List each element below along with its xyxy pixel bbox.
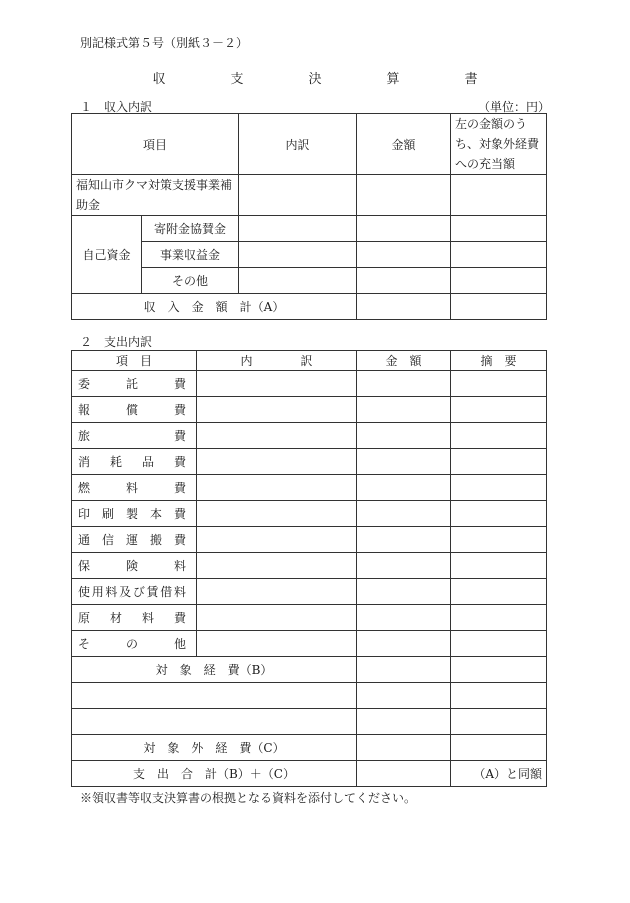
income-header-item: 項目 (72, 114, 239, 175)
expense-detail-cell[interactable] (197, 397, 357, 423)
unit-label: （単位：円） (478, 100, 551, 114)
income-detail-cell[interactable] (239, 268, 357, 294)
expense-item-label: 燃料費 (72, 475, 197, 501)
target-expense-amount-cell[interactable] (357, 657, 451, 683)
expense-header-item: 項 目 (72, 351, 197, 371)
expense-item-label: 消耗品費 (72, 449, 197, 475)
expense-item-label: 使用料及び賃借料 (72, 579, 197, 605)
expense-header-remarks: 摘 要 (451, 351, 547, 371)
expense-detail-cell[interactable] (197, 605, 357, 631)
income-amount-cell[interactable] (357, 242, 451, 268)
income-header-allocation: 左の金額のうち、対象外経費への充当額 (451, 114, 547, 175)
expense-row (72, 605, 547, 631)
expense-detail-cell[interactable] (197, 527, 357, 553)
expense-amount-cell[interactable] (357, 397, 451, 423)
blank-remarks-cell[interactable] (451, 683, 547, 709)
expense-remarks-cell[interactable] (451, 449, 547, 475)
blank-row-cell[interactable] (72, 709, 357, 735)
expense-row (72, 501, 547, 527)
income-header-detail: 内訳 (239, 114, 357, 175)
non-target-expense-total-label: 対 象 外 経 費（C） (72, 735, 357, 761)
income-total-amount-cell[interactable] (357, 294, 451, 320)
expense-amount-cell[interactable] (357, 553, 451, 579)
expense-item-label: 報償費 (72, 397, 197, 423)
expense-grand-total-label: 支 出 合 計（B）＋（C） (72, 761, 357, 787)
expense-remarks-cell[interactable] (451, 579, 547, 605)
expense-amount-cell[interactable] (357, 631, 451, 657)
expense-item-label: 保険料 (72, 553, 197, 579)
expense-amount-cell[interactable] (357, 371, 451, 397)
expense-amount-cell[interactable] (357, 449, 451, 475)
own-funds-item: 事業収益金 (142, 242, 239, 268)
expense-item-label: その他 (72, 631, 197, 657)
expense-amount-cell[interactable] (357, 423, 451, 449)
expense-remarks-cell[interactable] (451, 631, 547, 657)
expense-item-label: 委託費 (72, 371, 197, 397)
expense-remarks-cell[interactable] (451, 371, 547, 397)
expense-header-amount: 金 額 (357, 351, 451, 371)
blank-amount-cell[interactable] (357, 683, 451, 709)
section2-heading: ２ 支出内訳 (80, 335, 153, 349)
income-subsidy-allocation-cell[interactable] (451, 175, 547, 216)
expense-row (72, 423, 547, 449)
expense-detail-cell[interactable] (197, 475, 357, 501)
expense-detail-cell[interactable] (197, 449, 357, 475)
expense-row (72, 371, 547, 397)
expense-detail-cell[interactable] (197, 371, 357, 397)
expense-detail-cell[interactable] (197, 579, 357, 605)
income-amount-cell[interactable] (357, 268, 451, 294)
expense-amount-cell[interactable] (357, 475, 451, 501)
blank-row-cell[interactable] (72, 683, 357, 709)
expense-amount-cell[interactable] (357, 501, 451, 527)
own-funds-item: 寄附金協賛金 (142, 216, 239, 242)
non-target-expense-amount-cell[interactable] (357, 735, 451, 761)
expense-item-label: 旅費 (72, 423, 197, 449)
own-funds-item: その他 (142, 268, 239, 294)
expense-detail-cell[interactable] (197, 501, 357, 527)
document-title: 収 支 決 算 書 (152, 72, 504, 87)
income-subsidy-detail-cell[interactable] (239, 175, 357, 216)
expense-row (72, 397, 547, 423)
income-subsidy-label: 福知山市クマ対策支援事業補助金 (72, 175, 239, 216)
expense-amount-cell[interactable] (357, 579, 451, 605)
expense-header-detail: 内 訳 (197, 351, 357, 371)
income-allocation-cell[interactable] (451, 242, 547, 268)
expense-detail-cell[interactable] (197, 553, 357, 579)
blank-remarks-cell[interactable] (451, 709, 547, 735)
income-detail-cell[interactable] (239, 242, 357, 268)
expense-row (72, 449, 547, 475)
income-amount-cell[interactable] (357, 216, 451, 242)
expense-remarks-cell[interactable] (451, 553, 547, 579)
expense-detail-cell[interactable] (197, 631, 357, 657)
expense-remarks-cell[interactable] (451, 605, 547, 631)
income-total-label: 収 入 金 額 計（A） (72, 294, 357, 320)
target-expense-remarks-cell[interactable] (451, 657, 547, 683)
expense-detail-cell[interactable] (197, 423, 357, 449)
form-number: 別記様式第５号（別紙３－２） (80, 36, 249, 50)
expense-row (72, 527, 547, 553)
income-table (71, 113, 547, 320)
own-funds-label: 自己資金 (72, 216, 142, 294)
income-detail-cell[interactable] (239, 216, 357, 242)
income-allocation-cell[interactable] (451, 216, 547, 242)
expense-row (72, 475, 547, 501)
expense-item-label: 印刷製本費 (72, 501, 197, 527)
target-expense-total-label: 対 象 経 費（B） (72, 657, 357, 683)
income-allocation-cell[interactable] (451, 268, 547, 294)
expense-remarks-cell[interactable] (451, 475, 547, 501)
expense-remarks-cell[interactable] (451, 527, 547, 553)
expense-amount-cell[interactable] (357, 605, 451, 631)
blank-amount-cell[interactable] (357, 709, 451, 735)
income-total-allocation-cell[interactable] (451, 294, 547, 320)
expense-row (72, 553, 547, 579)
footnote: ※領収書等収支決算書の根拠となる資料を添付してください。 (80, 791, 417, 805)
income-subsidy-amount-cell[interactable] (357, 175, 451, 216)
expense-item-label: 原材料費 (72, 605, 197, 631)
expense-row (72, 631, 547, 657)
expense-item-label: 通信運搬費 (72, 527, 197, 553)
income-header-amount: 金額 (357, 114, 451, 175)
section1-heading: １ 収入内訳 (80, 100, 153, 114)
expense-remarks-cell[interactable] (451, 423, 547, 449)
expense-amount-cell[interactable] (357, 527, 451, 553)
expense-remarks-cell[interactable] (451, 501, 547, 527)
expense-remarks-cell[interactable] (451, 397, 547, 423)
expense-grand-total-amount-cell[interactable] (357, 761, 451, 787)
expense-table (71, 350, 547, 787)
expense-row (72, 579, 547, 605)
expense-grand-total-note: （A）と同額 (451, 761, 547, 787)
non-target-expense-remarks-cell[interactable] (451, 735, 547, 761)
